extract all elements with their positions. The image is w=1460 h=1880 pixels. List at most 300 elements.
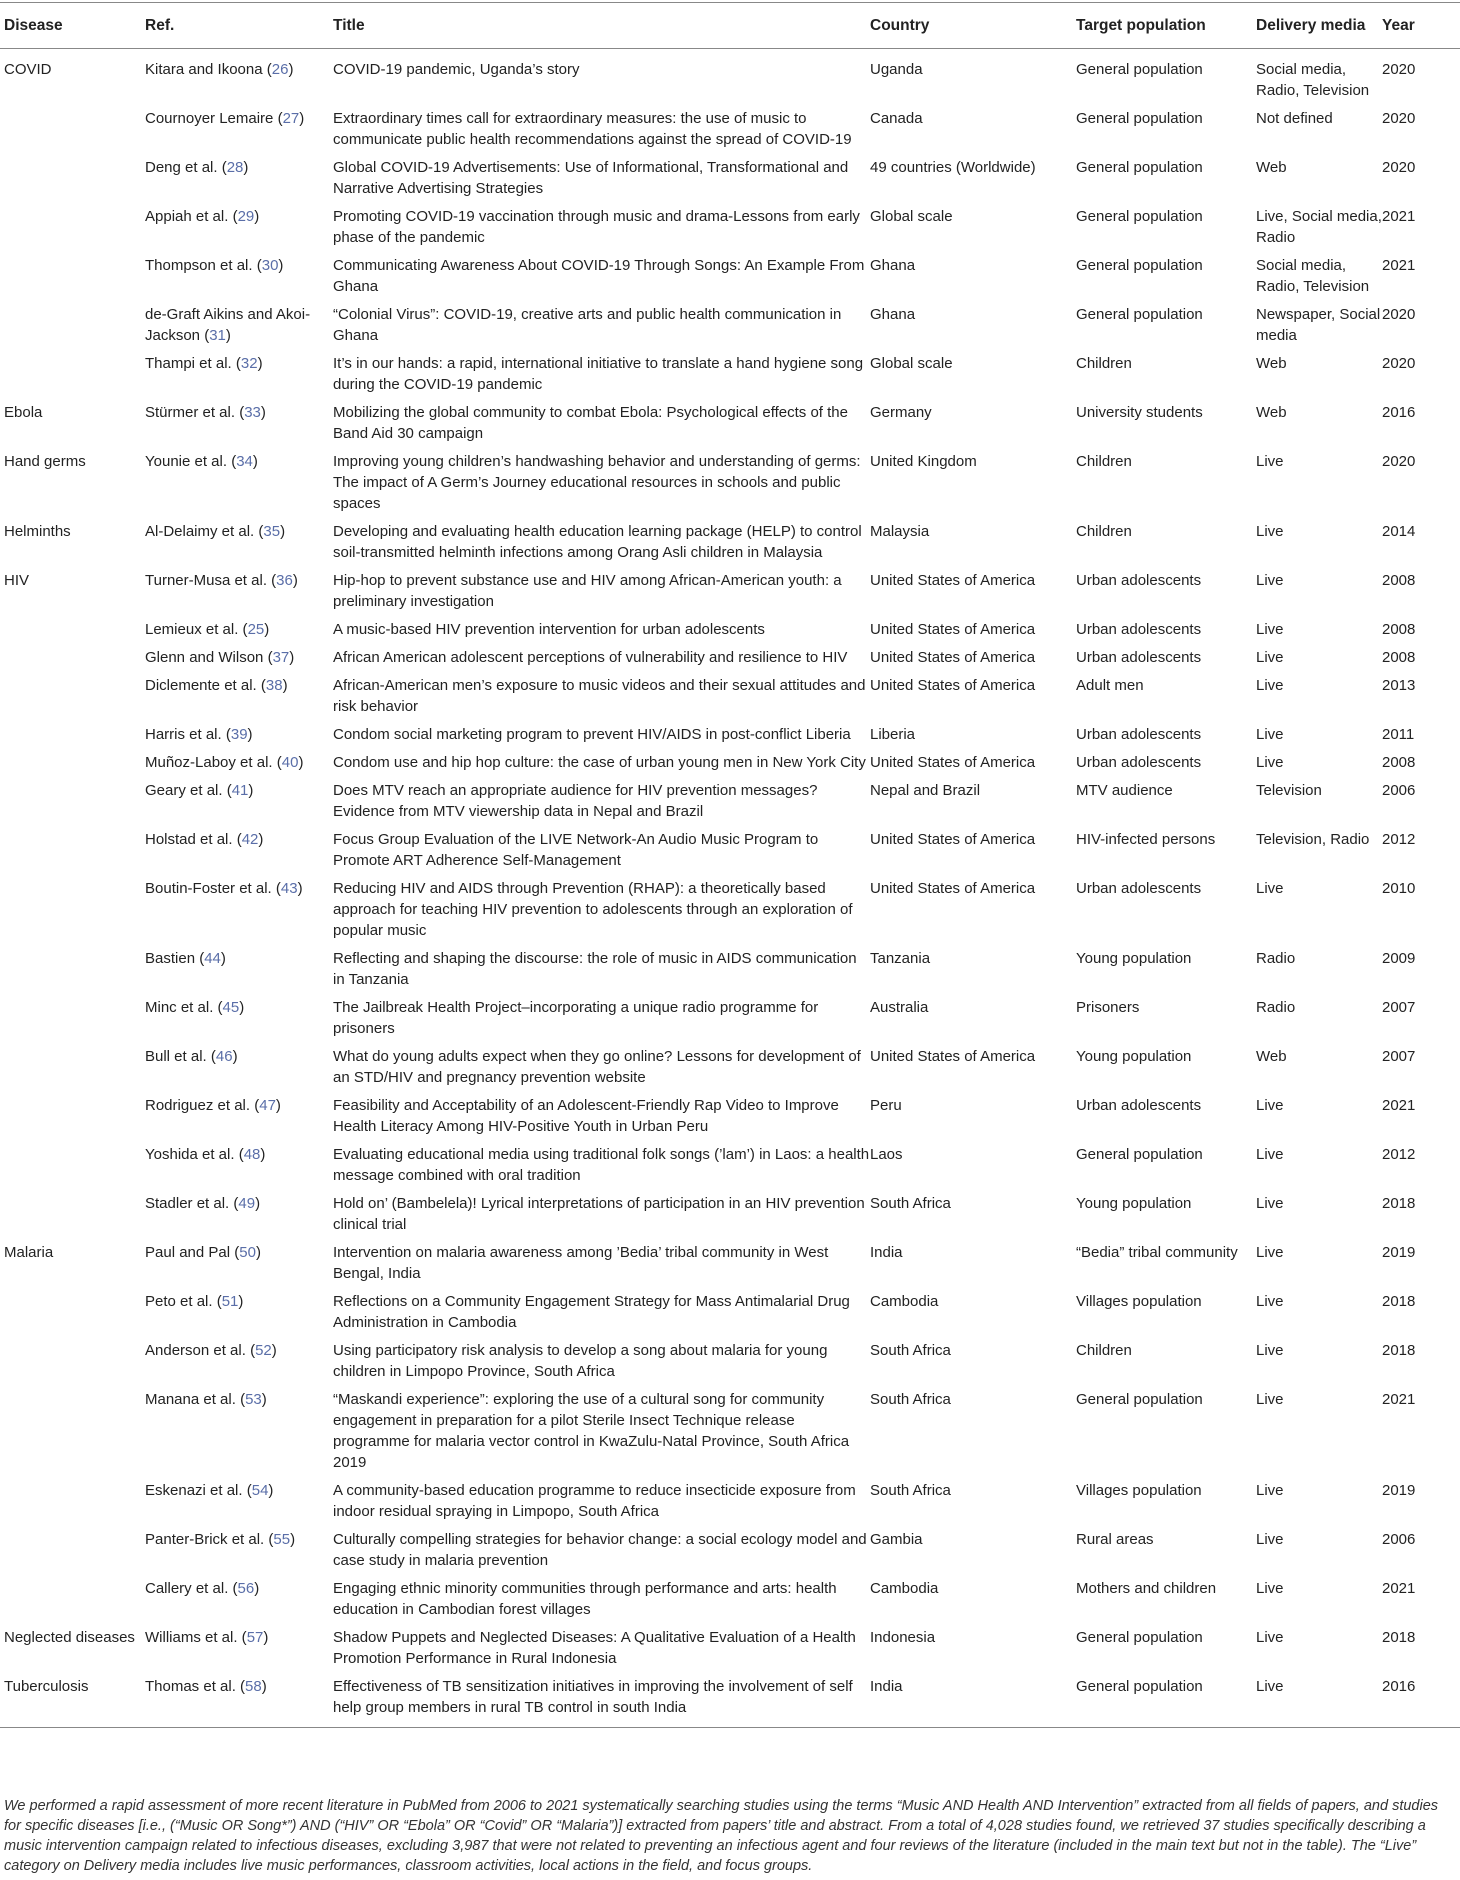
cell-year: 2014 bbox=[1382, 523, 1416, 540]
ref-open-paren: ( bbox=[264, 1531, 274, 1548]
ref-authors: Glenn and Wilson bbox=[145, 649, 264, 666]
cell-target: General population bbox=[1076, 1674, 1256, 1728]
ref-number-link[interactable]: 39 bbox=[230, 726, 248, 743]
cell-country: United States of America bbox=[870, 754, 1036, 771]
cell-year: 2010 bbox=[1382, 880, 1416, 897]
cell-ref bbox=[145, 778, 333, 827]
cell-ref bbox=[145, 1044, 333, 1093]
cell-year: 2020 bbox=[1382, 453, 1416, 470]
cell-target: Urban adolescents bbox=[1076, 649, 1202, 666]
table-row bbox=[0, 946, 1460, 995]
cell-year: 2011 bbox=[1382, 726, 1415, 743]
col-target-header: Target population bbox=[1076, 3, 1256, 49]
cell-target: Prisoners bbox=[1076, 999, 1140, 1016]
ref-authors: Stürmer et al. bbox=[145, 404, 236, 421]
cell-country: United States of America bbox=[870, 1048, 1036, 1065]
cell-disease bbox=[0, 1478, 145, 1527]
cell-title: What do young adults expect when they go online? Lessons for development of an STD/HIV and pregnancy prevention website bbox=[333, 1048, 861, 1086]
cell-ref bbox=[145, 204, 333, 253]
cell-title: Developing and evaluating health education learning package (HELP) to control soil-transmitted helminth infections among Orang Asli children in Malaysia bbox=[333, 523, 862, 561]
table-row bbox=[0, 204, 1460, 253]
ref-authors: de-Graft Aikins and Akoi-Jackson bbox=[145, 306, 311, 344]
cell-disease bbox=[0, 995, 145, 1044]
cell-title: “Colonial Virus”: COVID-19, creative arts and public health communication in Ghana bbox=[333, 306, 842, 344]
cell-title: Focus Group Evaluation of the LIVE Network-An Audio Music Program to Promote ART Adherence Self-Management bbox=[333, 831, 819, 869]
cell-ref bbox=[145, 750, 333, 778]
cell-target: Urban adolescents bbox=[1076, 880, 1202, 897]
cell-country: Canada bbox=[870, 110, 923, 127]
ref-open-paren: ( bbox=[229, 1195, 239, 1212]
cell-country: United States of America bbox=[870, 880, 1036, 897]
cell-media: Live bbox=[1256, 1244, 1284, 1261]
cell-disease bbox=[0, 351, 145, 400]
cell-media: Live bbox=[1256, 1391, 1284, 1408]
cell-media: Newspaper, Social media bbox=[1256, 306, 1381, 344]
ref-number-link[interactable]: 52 bbox=[255, 1342, 272, 1359]
cell-title: COVID-19 pandemic, Uganda’s story bbox=[333, 61, 580, 78]
cell-media: Not defined bbox=[1256, 110, 1333, 127]
ref-number-link[interactable]: 34 bbox=[236, 453, 253, 470]
ref-open-paren: ( bbox=[217, 159, 227, 176]
ref-number-link[interactable]: 28 bbox=[226, 159, 244, 176]
cell-ref bbox=[145, 106, 333, 155]
studies-table bbox=[0, 2, 1460, 1728]
cell-media: Live bbox=[1256, 880, 1284, 897]
ref-number-link[interactable]: 57 bbox=[246, 1629, 264, 1646]
cell-disease bbox=[0, 750, 145, 778]
cell-country: South Africa bbox=[870, 1482, 951, 1499]
ref-number-link[interactable]: 29 bbox=[237, 208, 255, 225]
cell-year: 2016 bbox=[1382, 404, 1416, 421]
cell-year: 2018 bbox=[1382, 1195, 1416, 1212]
ref-open-paren: ( bbox=[231, 355, 241, 372]
cell-media: Live bbox=[1256, 572, 1284, 589]
ref-authors: Manana et al. bbox=[145, 1391, 236, 1408]
cell-target: Children bbox=[1076, 355, 1132, 372]
cell-media: Web bbox=[1256, 404, 1287, 421]
ref-close-paren: ) bbox=[238, 1293, 244, 1310]
cell-ref bbox=[145, 49, 333, 107]
ref-authors: Peto et al. bbox=[145, 1293, 213, 1310]
ref-number-link[interactable]: 44 bbox=[204, 950, 221, 967]
ref-open-paren: ( bbox=[213, 999, 223, 1016]
ref-open-paren: ( bbox=[222, 782, 232, 799]
cell-year: 2008 bbox=[1382, 572, 1416, 589]
ref-close-paren: ) bbox=[282, 677, 288, 694]
cell-target: Children bbox=[1076, 1342, 1132, 1359]
ref-number-link[interactable]: 32 bbox=[240, 355, 258, 372]
header-row bbox=[0, 3, 1460, 49]
ref-close-paren: ) bbox=[297, 880, 303, 897]
cell-media: Live bbox=[1256, 1342, 1284, 1359]
cell-title: Hip-hop to prevent substance use and HIV among African-American youth: a preliminary investigation bbox=[333, 572, 842, 610]
ref-authors: Deng et al. bbox=[145, 159, 218, 176]
ref-authors: Al-Delaimy et al. bbox=[145, 523, 255, 540]
ref-close-paren: ) bbox=[260, 1146, 266, 1163]
ref-open-paren: ( bbox=[227, 453, 237, 470]
ref-authors: Appiah et al. bbox=[145, 208, 229, 225]
cell-ref bbox=[145, 645, 333, 673]
ref-number-link[interactable]: 41 bbox=[231, 782, 249, 799]
cell-country: Gambia bbox=[870, 1531, 923, 1548]
table-header bbox=[0, 3, 1460, 49]
ref-number-link[interactable]: 56 bbox=[237, 1580, 255, 1597]
cell-target: Mothers and children bbox=[1076, 1580, 1217, 1597]
cell-media: Web bbox=[1256, 355, 1287, 372]
cell-year: 2008 bbox=[1382, 754, 1416, 771]
cell-ref bbox=[145, 673, 333, 722]
ref-close-paren: ) bbox=[243, 159, 249, 176]
ref-open-paren: ( bbox=[235, 404, 245, 421]
cell-country: Uganda bbox=[870, 61, 923, 78]
ref-authors: Stadler et al. bbox=[145, 1195, 230, 1212]
cell-disease bbox=[0, 1527, 145, 1576]
table-row bbox=[0, 827, 1460, 876]
ref-close-paren: ) bbox=[298, 754, 304, 771]
ref-authors: Bastien bbox=[145, 950, 196, 967]
cell-country: Liberia bbox=[870, 726, 916, 743]
cell-ref bbox=[145, 302, 333, 351]
cell-year: 2020 bbox=[1382, 61, 1416, 78]
cell-target: General population bbox=[1076, 1146, 1203, 1163]
table-row bbox=[0, 449, 1460, 519]
ref-number-link[interactable]: 43 bbox=[280, 880, 298, 897]
ref-close-paren: ) bbox=[220, 950, 226, 967]
cell-media: Live bbox=[1256, 1580, 1284, 1597]
cell-country: Ghana bbox=[870, 306, 916, 323]
cell-target: Rural areas bbox=[1076, 1531, 1154, 1548]
cell-country: Ghana bbox=[870, 257, 916, 274]
cell-year: 2016 bbox=[1382, 1674, 1460, 1728]
ref-number-link[interactable]: 27 bbox=[282, 110, 300, 127]
cell-disease bbox=[0, 155, 145, 204]
ref-authors: Bull et al. bbox=[145, 1048, 207, 1065]
table-row bbox=[0, 876, 1460, 946]
ref-close-paren: ) bbox=[258, 831, 264, 848]
cell-year: 2012 bbox=[1382, 1146, 1416, 1163]
cell-ref bbox=[145, 995, 333, 1044]
cell-media: Social media, Radio, Television bbox=[1256, 257, 1370, 295]
cell-media: Live bbox=[1256, 1629, 1284, 1646]
cell-title: Reflecting and shaping the discourse: the role of music in AIDS communication in Tanzania bbox=[333, 950, 857, 988]
ref-number-link[interactable]: 51 bbox=[221, 1293, 239, 1310]
ref-number-link[interactable]: 53 bbox=[245, 1391, 262, 1408]
ref-number-link[interactable]: 40 bbox=[281, 754, 299, 771]
cell-media: Live bbox=[1256, 523, 1284, 540]
table-row bbox=[0, 1289, 1460, 1338]
ref-authors: Panter-Brick et al. bbox=[145, 1531, 265, 1548]
cell-title: Improving young children’s handwashing behavior and understanding of germs: The impact of A Germ’s Journey educational resources in schools and public spaces bbox=[333, 453, 861, 512]
ref-authors: Kitara and Ikoona bbox=[145, 61, 263, 78]
ref-close-paren: ) bbox=[271, 1342, 277, 1359]
cell-disease bbox=[0, 946, 145, 995]
ref-number-link[interactable]: 50 bbox=[239, 1244, 256, 1261]
cell-year: 2008 bbox=[1382, 649, 1416, 666]
table-row bbox=[0, 1240, 1460, 1289]
ref-close-paren: ) bbox=[289, 649, 295, 666]
ref-number-link[interactable]: 36 bbox=[276, 572, 293, 589]
cell-title: Shadow Puppets and Neglected Diseases: A Qualitative Evaluation of a Health Promotion Performance in Rural Indonesia bbox=[333, 1629, 856, 1667]
ref-number-link[interactable]: 46 bbox=[215, 1048, 233, 1065]
table-row bbox=[0, 302, 1460, 351]
ref-number-link[interactable]: 31 bbox=[209, 327, 226, 344]
table-row bbox=[0, 1044, 1460, 1093]
col-media-header: Delivery media bbox=[1256, 3, 1382, 49]
cell-country: Australia bbox=[870, 999, 929, 1016]
ref-authors: Rodriguez et al. bbox=[145, 1097, 251, 1114]
cell-year: 2013 bbox=[1382, 677, 1416, 694]
col-title-header: Title bbox=[333, 3, 870, 49]
cell-country: Tanzania bbox=[870, 950, 931, 967]
ref-open-paren: ( bbox=[254, 523, 264, 540]
cell-ref bbox=[145, 1338, 333, 1387]
cell-title: Reflections on a Community Engagement Strategy for Mass Antimalarial Drug Administration in Cambodia bbox=[333, 1293, 850, 1331]
cell-country: Nepal and Brazil bbox=[870, 782, 981, 799]
cell-ref bbox=[145, 1478, 333, 1527]
ref-close-paren: ) bbox=[260, 404, 266, 421]
cell-title: Global COVID-19 Advertisements: Use of Informational, Transformational and Narrative Advertising Strategies bbox=[333, 159, 849, 197]
cell-media: Live bbox=[1256, 649, 1284, 666]
ref-number-link[interactable]: 54 bbox=[251, 1482, 269, 1499]
ref-open-paren: ( bbox=[230, 1244, 240, 1261]
cell-media: Live bbox=[1256, 621, 1284, 638]
cell-media: Live bbox=[1256, 1195, 1284, 1212]
cell-year: 2018 bbox=[1382, 1629, 1416, 1646]
cell-ref bbox=[145, 1674, 333, 1728]
ref-number-link[interactable]: 48 bbox=[243, 1146, 261, 1163]
cell-disease bbox=[0, 1044, 145, 1093]
ref-authors: Callery et al. bbox=[145, 1580, 229, 1597]
cell-target: General population bbox=[1076, 61, 1203, 78]
cell-country: Global scale bbox=[870, 208, 953, 225]
ref-close-paren: ) bbox=[239, 999, 245, 1016]
table-row bbox=[0, 995, 1460, 1044]
cell-title: Mobilizing the global community to combat Ebola: Psychological effects of the Band Aid 30 campaign bbox=[333, 404, 848, 442]
cell-disease bbox=[0, 827, 145, 876]
cell-disease: Neglected diseases bbox=[4, 1629, 135, 1646]
table-row bbox=[0, 351, 1460, 400]
cell-title: A music-based HIV prevention intervention for urban adolescents bbox=[333, 621, 765, 638]
cell-title: Condom social marketing program to prevent HIV/AIDS in post-conflict Liberia bbox=[333, 726, 851, 743]
ref-number-link[interactable]: 30 bbox=[261, 257, 279, 274]
cell-year: 2020 bbox=[1382, 355, 1416, 372]
table-row bbox=[0, 778, 1460, 827]
cell-target: HIV-infected persons bbox=[1076, 831, 1216, 848]
ref-number-link[interactable]: 58 bbox=[245, 1678, 262, 1695]
ref-number-link[interactable]: 25 bbox=[247, 621, 265, 638]
cell-target: Urban adolescents bbox=[1076, 754, 1202, 771]
cell-country: Cambodia bbox=[870, 1580, 939, 1597]
cell-media: Social media, Radio, Television bbox=[1256, 61, 1370, 99]
ref-close-paren: ) bbox=[261, 1678, 267, 1695]
cell-target: General population bbox=[1076, 208, 1203, 225]
ref-authors: Lemieux et al. bbox=[145, 621, 239, 638]
cell-disease: Helminths bbox=[4, 523, 71, 540]
cell-title: Evaluating educational media using traditional folk songs (’lam’) in Laos: a health message combined with oral tradition bbox=[333, 1146, 870, 1184]
cell-media: Live bbox=[1256, 1293, 1284, 1310]
ref-number-link[interactable]: 55 bbox=[273, 1531, 291, 1548]
cell-title: Effectiveness of TB sensitization initiatives in improving the involvement of self help group members in rural TB control in south India bbox=[333, 1674, 870, 1728]
cell-target: General population bbox=[1076, 1629, 1203, 1646]
cell-disease bbox=[0, 302, 145, 351]
ref-close-paren: ) bbox=[254, 1580, 260, 1597]
cell-media: Television, Radio bbox=[1256, 831, 1370, 848]
cell-country: United States of America bbox=[870, 621, 1036, 638]
ref-number-link[interactable]: 49 bbox=[238, 1195, 256, 1212]
cell-year: 2007 bbox=[1382, 1048, 1416, 1065]
ref-authors: Minc et al. bbox=[145, 999, 214, 1016]
cell-ref bbox=[145, 827, 333, 876]
cell-country: Global scale bbox=[870, 355, 953, 372]
ref-open-paren: ( bbox=[228, 208, 238, 225]
cell-title: The Jailbreak Health Project–incorporating a unique radio programme for prisoners bbox=[333, 999, 819, 1037]
cell-country: United States of America bbox=[870, 572, 1036, 589]
ref-open-paren: ( bbox=[238, 621, 248, 638]
cell-disease bbox=[0, 876, 145, 946]
table-row bbox=[0, 1576, 1460, 1625]
ref-close-paren: ) bbox=[280, 523, 286, 540]
ref-authors: Thompson et al. bbox=[145, 257, 253, 274]
table-row bbox=[0, 1387, 1460, 1478]
cell-year: 2019 bbox=[1382, 1244, 1416, 1261]
ref-number-link[interactable]: 47 bbox=[259, 1097, 276, 1114]
cell-year: 2006 bbox=[1382, 782, 1416, 799]
ref-number-link[interactable]: 42 bbox=[241, 831, 259, 848]
ref-number-link[interactable]: 45 bbox=[222, 999, 240, 1016]
ref-authors: Diclemente et al. bbox=[145, 677, 257, 694]
ref-close-paren: ) bbox=[290, 1531, 296, 1548]
cell-disease bbox=[0, 1338, 145, 1387]
cell-year: 2021 bbox=[1382, 208, 1416, 225]
ref-close-paren: ) bbox=[268, 1482, 274, 1499]
cell-media: Live bbox=[1256, 1674, 1382, 1728]
cell-title: Culturally compelling strategies for behavior change: a social ecology model and case study in malaria prevention bbox=[333, 1531, 867, 1569]
table-row bbox=[0, 1338, 1460, 1387]
cell-disease bbox=[0, 204, 145, 253]
ref-number-link[interactable]: 37 bbox=[272, 649, 290, 666]
ref-close-paren: ) bbox=[261, 1391, 267, 1408]
cell-ref bbox=[145, 1093, 333, 1142]
ref-number-link[interactable]: 38 bbox=[265, 677, 283, 694]
cell-year: 2021 bbox=[1382, 1580, 1416, 1597]
cell-ref bbox=[145, 1240, 333, 1289]
cell-country: India bbox=[870, 1244, 903, 1261]
table-row bbox=[0, 155, 1460, 204]
cell-title: Hold on’ (Bambelela)! Lyrical interpretations of participation in an HIV prevention clinical trial bbox=[333, 1195, 865, 1233]
ref-close-paren: ) bbox=[248, 782, 254, 799]
cell-media: Live bbox=[1256, 1146, 1284, 1163]
cell-target: Young population bbox=[1076, 1195, 1192, 1212]
ref-close-paren: ) bbox=[264, 621, 270, 638]
cell-title: Promoting COVID-19 vaccination through music and drama-Lessons from early phase of the pandemic bbox=[333, 208, 860, 246]
ref-authors: Harris et al. bbox=[145, 726, 222, 743]
cell-year: 2021 bbox=[1382, 1097, 1416, 1114]
cell-year: 2009 bbox=[1382, 950, 1416, 967]
cell-ref bbox=[145, 722, 333, 750]
cell-target: Young population bbox=[1076, 1048, 1192, 1065]
cell-disease bbox=[0, 778, 145, 827]
cell-title: Extraordinary times call for extraordinary measures: the use of music to communicate public health recommendations against the spread of COVID-19 bbox=[333, 110, 852, 148]
ref-authors: Holstad et al. bbox=[145, 831, 233, 848]
cell-disease: Malaria bbox=[4, 1244, 54, 1261]
table-row bbox=[0, 1478, 1460, 1527]
cell-ref bbox=[145, 1142, 333, 1191]
ref-authors: Thomas et al. bbox=[145, 1678, 236, 1695]
ref-number-link[interactable]: 26 bbox=[271, 61, 289, 78]
table-row bbox=[0, 1093, 1460, 1142]
cell-year: 2021 bbox=[1382, 1391, 1416, 1408]
ref-open-paren: ( bbox=[267, 572, 277, 589]
ref-authors: Paul and Pal bbox=[145, 1244, 231, 1261]
table-row bbox=[0, 519, 1460, 568]
cell-media: Radio bbox=[1256, 999, 1296, 1016]
ref-authors: Eskenazi et al. bbox=[145, 1482, 243, 1499]
table-row bbox=[0, 722, 1460, 750]
ref-close-paren: ) bbox=[275, 1097, 281, 1114]
ref-open-paren: ( bbox=[245, 1342, 256, 1359]
ref-number-link[interactable]: 35 bbox=[263, 523, 281, 540]
table-row bbox=[0, 253, 1460, 302]
cell-disease bbox=[0, 253, 145, 302]
cell-ref bbox=[145, 1527, 333, 1576]
cell-year: 2018 bbox=[1382, 1342, 1416, 1359]
cell-target: General population bbox=[1076, 257, 1203, 274]
cell-year: 2020 bbox=[1382, 159, 1416, 176]
ref-authors: Anderson et al. bbox=[145, 1342, 246, 1359]
cell-disease: Tuberculosis bbox=[0, 1674, 145, 1728]
cell-disease: Hand germs bbox=[4, 453, 86, 470]
cell-target: Villages population bbox=[1076, 1293, 1202, 1310]
cell-target: General population bbox=[1076, 306, 1203, 323]
cell-title: Does MTV reach an appropriate audience for HIV prevention messages? Evidence from MTV viewership data in Nepal and Brazil bbox=[333, 782, 818, 820]
cell-disease bbox=[0, 645, 145, 673]
cell-media: Web bbox=[1256, 1048, 1287, 1065]
ref-open-paren: ( bbox=[221, 726, 231, 743]
ref-close-paren: ) bbox=[254, 208, 260, 225]
cell-ref bbox=[145, 1191, 333, 1240]
cell-year: 2020 bbox=[1382, 110, 1416, 127]
cell-title: “Maskandi experience”: exploring the use of a cultural song for community engagement in preparation for a pilot Sterile Insect Technique release programme for malaria vector control in KwaZulu-Natal Province, South Africa 2019 bbox=[333, 1391, 850, 1471]
ref-close-paren: ) bbox=[225, 327, 231, 344]
cell-ref bbox=[145, 946, 333, 995]
cell-country: India bbox=[870, 1674, 1076, 1728]
cell-ref bbox=[145, 519, 333, 568]
cell-year: 2006 bbox=[1382, 1531, 1416, 1548]
ref-open-paren: ( bbox=[250, 1097, 260, 1114]
cell-target: Urban adolescents bbox=[1076, 1097, 1202, 1114]
cell-media: Radio bbox=[1256, 950, 1296, 967]
cell-disease bbox=[0, 1576, 145, 1625]
table-row bbox=[0, 673, 1460, 722]
cell-target: Adult men bbox=[1076, 677, 1144, 694]
ref-close-paren: ) bbox=[257, 355, 263, 372]
ref-authors: Turner-Musa et al. bbox=[145, 572, 267, 589]
ref-open-paren: ( bbox=[237, 1629, 247, 1646]
cell-ref bbox=[145, 617, 333, 645]
table-body bbox=[0, 49, 1460, 1728]
ref-close-paren: ) bbox=[255, 1244, 261, 1261]
cell-country: 49 countries (Worldwide) bbox=[870, 159, 1036, 176]
ref-open-paren: ( bbox=[228, 1580, 238, 1597]
cell-title: African-American men’s exposure to music videos and their sexual attitudes and risk behavior bbox=[333, 677, 866, 715]
ref-number-link[interactable]: 33 bbox=[244, 404, 261, 421]
cell-country: Malaysia bbox=[870, 523, 930, 540]
cell-ref bbox=[145, 1289, 333, 1338]
cell-media: Television bbox=[1256, 782, 1322, 799]
cell-title: Engaging ethnic minority communities through performance and arts: health education in Cambodian forest villages bbox=[333, 1580, 837, 1618]
cell-media: Live, Social media, Radio bbox=[1256, 208, 1382, 246]
cell-ref bbox=[145, 449, 333, 519]
